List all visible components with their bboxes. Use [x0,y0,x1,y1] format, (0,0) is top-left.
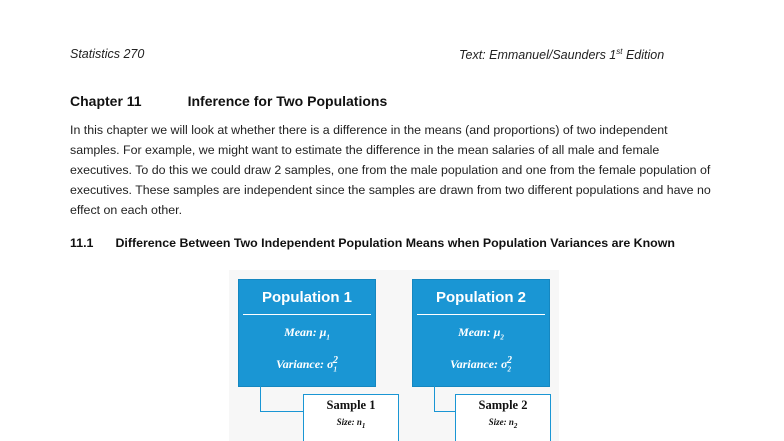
chapter-title: Inference for Two Populations [187,93,388,109]
chapter-number: Chapter 11 [70,93,142,109]
section-title: Difference Between Two Independent Population Means when Population Variances are Known [115,236,675,250]
sample-1-box [303,394,399,441]
population-1-mean [239,325,375,341]
population-2-variance-sub: 2 [507,365,511,374]
population-1-box [239,280,375,386]
two-populations-figure [229,270,559,441]
sample-2-box [455,394,551,441]
population-2-mean-label: Mean: [458,325,494,339]
intro-paragraph: In this chapter we will look at whether there is a difference in the means (and proportions) of two independent samples. For example, we might want to estimate the difference in the mean salaries of all male and female executives. To do this we could draw 2 samples, one from the male population and one from the female population of executives. These samples are independent since the samples are drawn from two different populations and have no effect on each other. [70,123,711,217]
population-2-variance-sup: 2 [506,355,512,367]
textbook-title: Text: Emmanuel/Saunders 1 [459,48,617,63]
population-1-mean-symbol: μ [319,325,327,339]
sample-2-size [456,417,550,430]
population-1-mean-label: Mean: [284,325,320,339]
sample-1-size-symbol: n [356,417,362,427]
population-1-variance-symbol: σ [327,357,334,372]
population-2-mean-sub: 2 [500,333,504,342]
section-heading [70,236,675,250]
population-2-mean-symbol: μ [493,325,501,339]
population-2-variance-label: Variance: [450,357,502,372]
sample-1-size [304,417,398,430]
chapter-heading [70,93,387,109]
population-1-variance [239,355,375,373]
sample-2-size-symbol: n [508,417,514,427]
population-1-variance-label: Variance: [276,357,328,372]
section-number: 11.1 [70,236,94,250]
sample-2-size-label: Size: [488,417,509,427]
population-1-name: Population 1 [243,289,371,315]
sample-1-size-sub: 1 [361,421,366,430]
population-2-variance [413,355,549,373]
sample-1-size-label: Size: [336,417,357,427]
textbook-edition: Edition [622,48,665,63]
population-1-variance-sup: 2 [332,355,338,367]
sample-2-name: Sample 2 [478,398,528,412]
population-2-variance-symbol: σ [501,357,508,372]
header-course: Statistics 270 [70,47,145,61]
sample-1-name: Sample 1 [326,398,376,412]
population-2-name: Population 2 [417,289,545,315]
population-1-variance-sub: 1 [333,365,337,374]
sample-2-size-sub: 2 [513,421,518,430]
connector-2 [434,386,455,412]
header-textbook [459,47,664,62]
edition-superscript: st [616,47,623,56]
population-2-mean [413,325,549,341]
connector-1 [260,386,305,412]
population-1-mean-sub: 1 [326,333,330,342]
population-2-box [413,280,549,386]
